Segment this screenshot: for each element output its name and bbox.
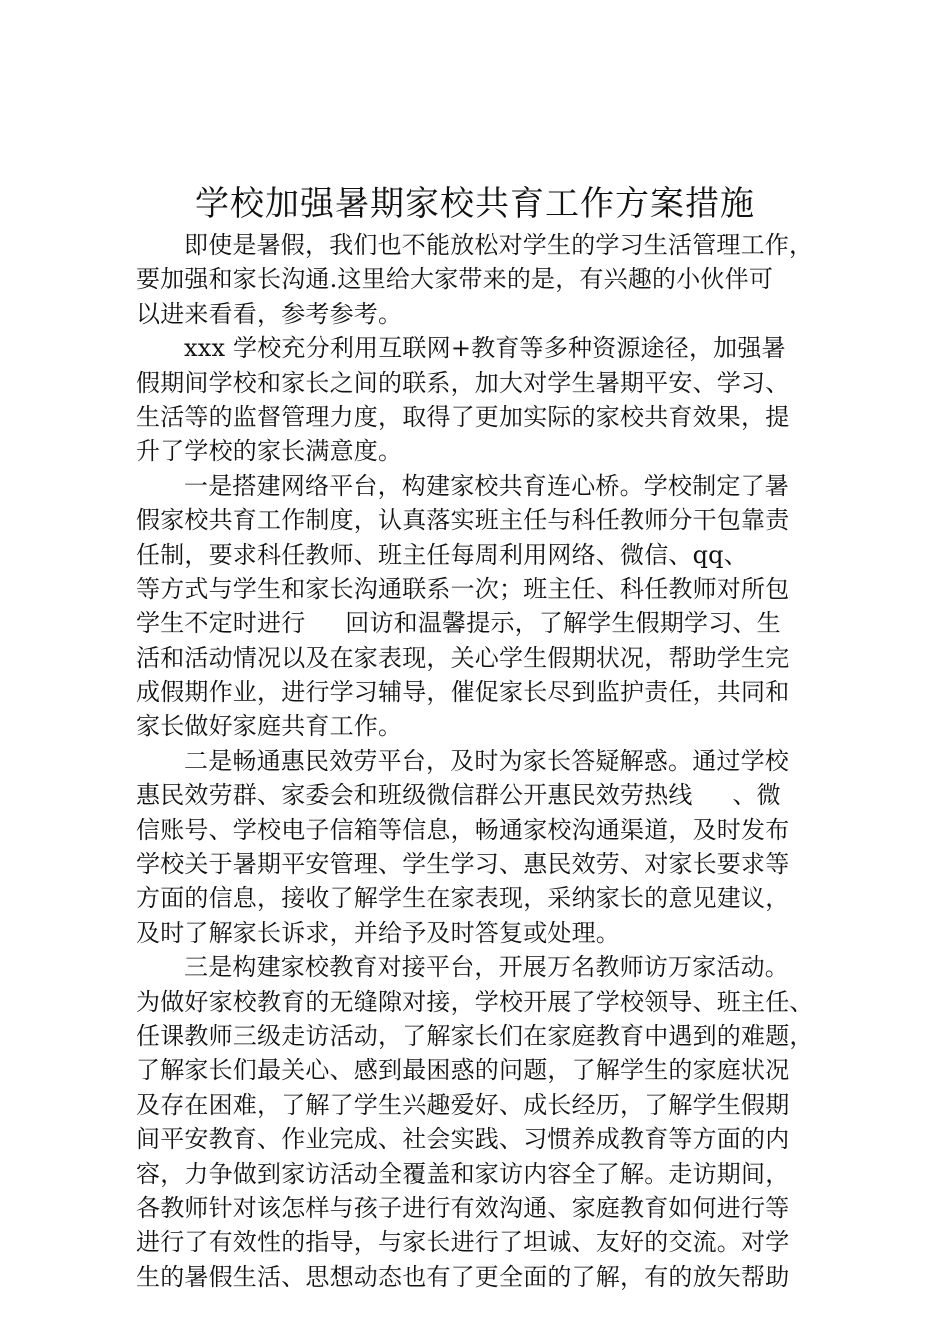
text-line: 假期间学校和家长之间的联系，加大对学生暑期平安、学习、 [136, 368, 790, 397]
text-line: 二是畅通惠民效劳平台，及时为家长答疑解惑。通过学校 [184, 746, 789, 775]
text-line: 生的暑假生活、思想动态也有了更全面的了解，有的放矢帮助 [136, 1262, 790, 1291]
text-line: 学校关于暑期平安管理、学生学习、惠民效劳、对家长要求等 [136, 850, 790, 879]
text-line: 各教师针对该怎样与孩子进行有效沟通、家庭教育如何进行等 [136, 1193, 790, 1222]
text-line: 信账号、学校电子信箱等信息，畅通家校沟通渠道，及时发布 [136, 815, 790, 844]
text-line: 任制，要求科任教师、班主任每周利用网络、微信、qq、 [136, 540, 748, 569]
text-line: 以进来看看，参考参考。 [136, 299, 403, 328]
document-title: 学校加强暑期家校共育工作方案措施 [195, 184, 755, 224]
text-line: 为做好家校教育的无缝隙对接，学校开展了学校领导、班主任、 [136, 987, 814, 1016]
text-line: 要加强和家长沟通.这里给大家带来的是，有兴趣的小伙伴可 [136, 265, 774, 294]
text-line: 生活等的监督管理力度，取得了更加实际的家校共育效果，提 [136, 402, 790, 431]
text-line: 一是搭建网络平台，构建家校共育连心桥。学校制定了暑 [184, 471, 789, 500]
text-line: 即使是暑假，我们也不能放松对学生的学习生活管理工作， [184, 231, 814, 259]
text-line: 三是构建家校教育对接平台，开展万名教师访万家活动。 [184, 953, 789, 982]
text-line: xxx 学校充分利用互联网+教育等多种资源途径，加强暑 [184, 334, 786, 363]
document-body [136, 228, 836, 1294]
text-line: 成假期作业，进行学习辅导，催促家长尽到监护责任，共同和 [136, 678, 790, 707]
text-line: 方面的信息，接收了解学生在家表现，采纳家长的意见建议， [136, 884, 790, 913]
text-line: 假家校共育工作制度，认真落实班主任与科任教师分干包靠责 [136, 506, 790, 535]
text-line: 及时了解家长诉求，并给予及时答复或处理。 [136, 918, 620, 947]
text-line: 容，力争做到家访活动全覆盖和家访内容全了解。走访期间， [136, 1159, 790, 1188]
text-line: 等方式与学生和家长沟通联系一次；班主任、科任教师对所包 [136, 574, 790, 603]
text-line: 活和活动情况以及在家表现，关心学生假期状况，帮助学生完 [136, 643, 790, 672]
text-line: 升了学校的家长满意度。 [136, 437, 403, 466]
text-line: 任课教师三级走访活动，了解家长们在家庭教育中遇到的难题， [136, 1021, 814, 1050]
text-line: 及存在困难，了解了学生兴趣爱好、成长经历，了解学生假期 [136, 1090, 790, 1119]
text-line: 了解家长们最关心、感到最困惑的问题，了解学生的家庭状况 [136, 1056, 790, 1085]
text-line: 进行了有效性的指导，与家长进行了坦诚、友好的交流。对学 [136, 1228, 790, 1257]
text-line: 学生不定时进行 回访和温馨提示，了解学生假期学习、生 [136, 609, 781, 638]
text-line: 惠民效劳群、家委会和班级微信群公开惠民效劳热线 、微 [136, 781, 781, 810]
text-line: 间平安教育、作业完成、社会实践、习惯养成教育等方面的内 [136, 1125, 790, 1154]
text-line: 家长做好家庭共育工作。 [136, 712, 403, 741]
